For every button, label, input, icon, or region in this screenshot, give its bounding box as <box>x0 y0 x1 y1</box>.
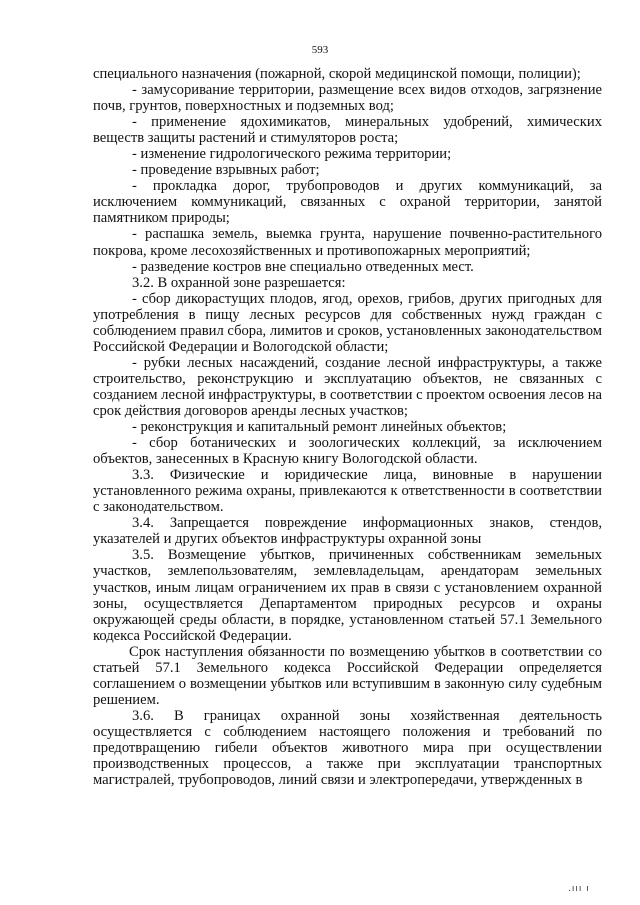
list-item-blasting: - проведение взрывных работ; <box>132 162 320 179</box>
list-item-pesticides: - применение ядохимикатов, минеральных удобрений, химических веществ защиты растений и стимуляторов роста; <box>93 114 602 147</box>
compensation-deadline-paragraph: Срок наступления обязанности по возмещению убытков в соответствии со статьей 57.1 Земельного кодекса Российской Федерации определяется соглашением о возмещении убытков или вступившим в законную силу судебным решением. <box>93 643 602 708</box>
list-item-plowing: - распашка земель, выемка грунта, нарушение почвенно-растительного покрова, кроме лесохозяйственных и противопожарных мероприятий; <box>93 226 602 259</box>
list-item-reconstruction: - реконструкция и капитальный ремонт линейных объектов; <box>132 419 507 436</box>
list-item-logging: - рубки лесных насаждений, создание лесной инфраструктуры, а также строительство, реконструкцию и эксплуатацию объектов, не связанных с созданием лесной инфраструктуры, в соответствии с проектом освоения лесов на срок действия договоров аренды лесных участков; <box>93 354 602 419</box>
list-item-hydrology: - изменение гидрологического режима территории; <box>132 146 452 163</box>
section-3-2-heading: 3.2. В охранной зоне разрешается: <box>132 274 346 291</box>
page-number: 593 <box>311 44 329 56</box>
list-item-littering: - замусоривание территории, размещение всех видов отходов, загрязнение почв, грунтов, поверхностных и подземных вод; <box>93 82 602 115</box>
list-item-collections: - сбор ботанических и зоологических коллекций, за исключением объектов, занесенных в Красную книгу Вологодской области. <box>93 435 602 468</box>
paragraph-continuation: специального назначения (пожарной, скорой медицинской помощи, полиции); <box>93 66 581 82</box>
section-3-6: 3.6. В границах охранной зоны хозяйственная деятельность осуществляется с соблюдением настоящего положения и требований по предотвращению гибели объектов животного мира при осуществлении производственных процессов, а также при эксплуатации транспортных магистралей, трубопроводов, линий связи и электропередачи, утвержденных в <box>93 707 602 789</box>
list-item-gathering: - сбор дикорастущих плодов, ягод, орехов, грибов, других пригодных для употребления в пищу лесных ресурсов для собственных нужд граждан с соблюдением правил сбора, лимитов и сроков, установленных законодательством Российской Федерации и Вологодской области; <box>93 290 602 355</box>
list-item-fires: - разведение костров вне специально отведенных мест. <box>132 258 474 275</box>
section-3-3: 3.3. Физические и юридические лица, виновные в нарушении установленного режима охраны, привлекаются к ответственности в соответствии с законодательством. <box>93 467 602 516</box>
list-item-roads: - прокладка дорог, трубопроводов и других коммуникаций, за исключением коммуникаций, связанных с охраной территории, занятой памятником природы; <box>93 178 602 227</box>
document-body <box>93 66 602 788</box>
section-3-5: 3.5. Возмещение убытков, причиненных собственникам земельных участков, землепользователям, землевладельцам, арендаторам земельных участков, иным лицам ограничением их прав в связи с установлением охранной зоны, осуществляется Департаментом природных ресурсов и охраны окружающей среды области, в порядке, установленном статьей 57.1 Земельного кодекса Российской Федерации. <box>93 547 602 644</box>
section-3-4: 3.4. Запрещается повреждение информационных знаков, стендов, указателей и других объектов инфраструктуры охранной зоны <box>93 515 602 548</box>
footer-scan-mark: .ııı ı <box>568 884 590 894</box>
